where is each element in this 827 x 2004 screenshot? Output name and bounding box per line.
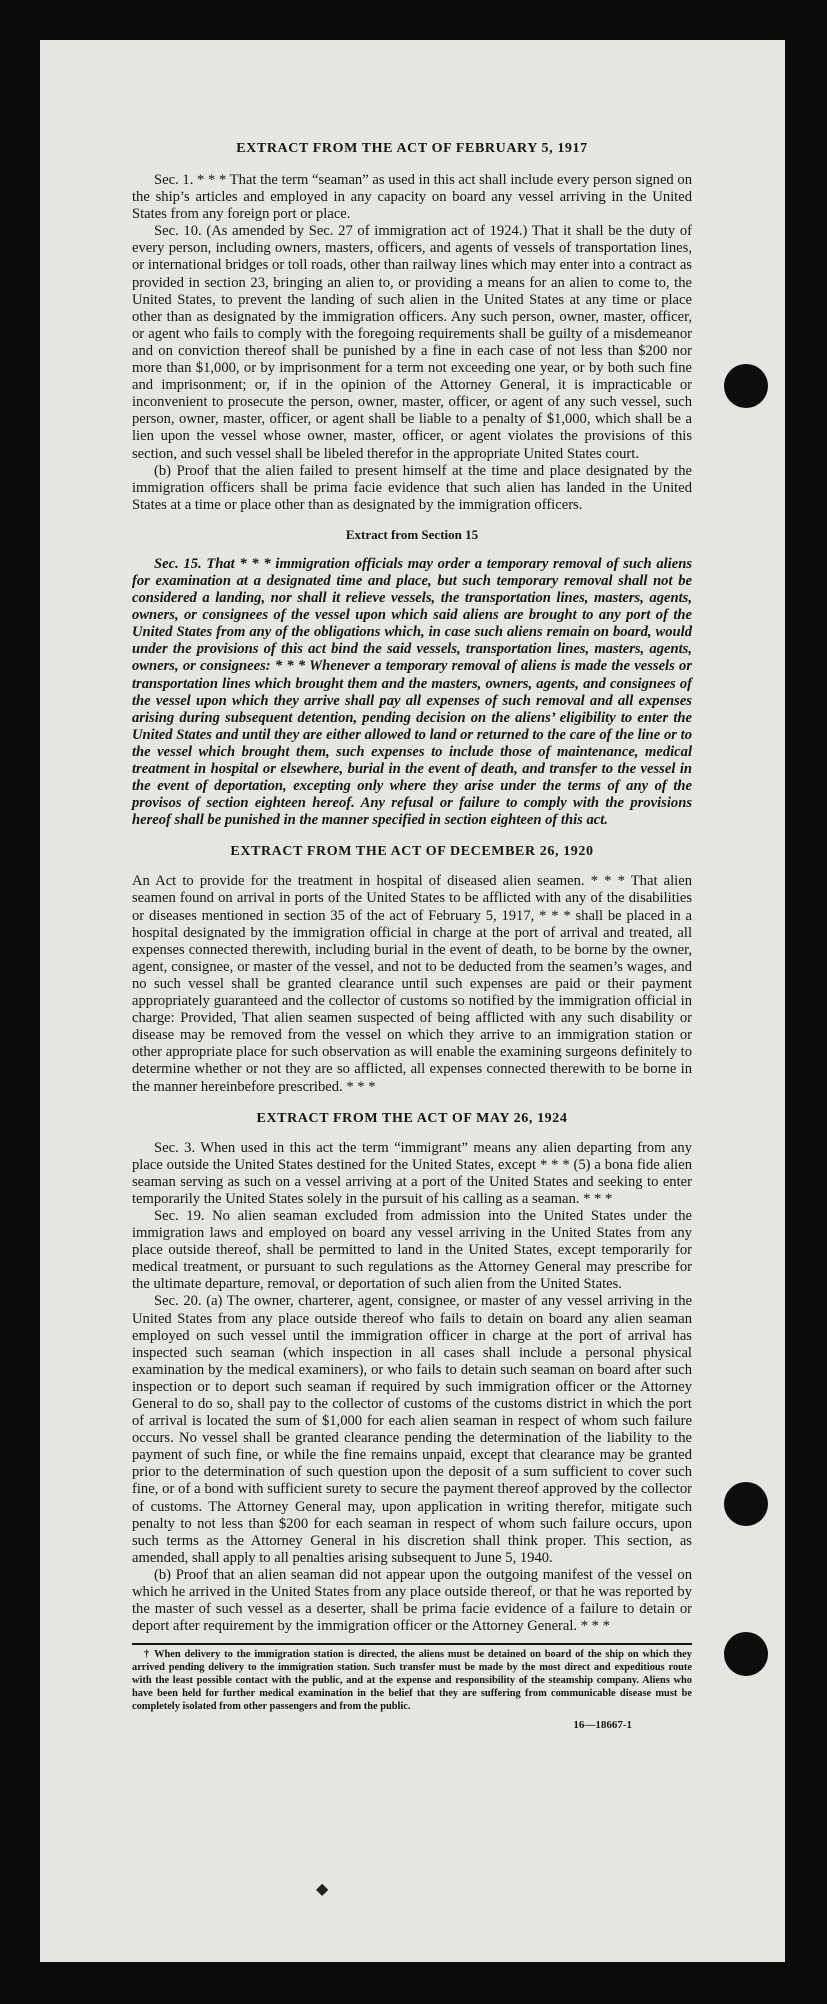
paragraph-sec-20: Sec. 20. (a) The owner, charterer, agent, consignee, or master of any vessel arriving in the United States from any place outside thereof who fails to detain on board any alien seaman employed on such vessel until the immigration officer in charge at the port of arrival has inspected such seaman (which inspection in all cases shall include a personal physical examination by the medical examiners), or who fails to detain such seaman on board after such inspection or to deport such seaman if required by such immigration officer or the Attorney General to do so, shall pay to the collector of customs of the customs district in which the port of arrival is located the sum of $1,000 for each alien seaman in respect of whom such failure occurs. No vessel shall be granted clearance pending the determination of the liability to the payment of such fine, or while the fine remains unpaid, except that clearance may be granted prior to the determination of such question upon the deposit of a sum sufficient to cover such fine, or of a bond with sufficient surety to secure the payment thereof approved by the collector of customs. The Attorney General may, upon application in writing therefor, mitigate such penalty to not less than $200 for each seaman in respect of whom such failure occurs, upon such terms as the Attorney General in his discretion shall think proper. This section, as amended, shall apply to all penalties arising subsequent to June 5, 1940. xyxy=(132,1293,692,1566)
punch-hole-top xyxy=(724,364,768,408)
ink-speck: ◆ xyxy=(316,1881,329,1898)
punch-hole-bottom xyxy=(724,1632,768,1676)
heading-section-15: Extract from Section 15 xyxy=(345,526,479,542)
paragraph-sec-19: Sec. 19. No alien seaman excluded from admission into the United States under the immigration laws and employed on board any vessel arriving in the United States from any place outside thereof, shall be permitted to land in the United States, except temporarily for medical treatment, or pursuant to such regulations as the Attorney General may prescribe for the ultimate departure, removal, or deportation of such alien from the United States. xyxy=(132,1207,692,1293)
paragraph-proof-manifest: (b) Proof that an alien seaman did not appear upon the outgoing manifest of the vessel on which he arrived in the United States from any place outside thereof, or that he was reported by the master of such vessel as a deserter, shall be prima facie evidence of a failure to detain or deport after requirement by the immigration officer or the Attorney General. * * * xyxy=(132,1566,692,1635)
paragraph-sec-3: Sec. 3. When used in this act the term “immigrant” means any alien departing from any place outside the United States destined for the United States, except * * * (5) a bona fide alien seaman serving as such on a vessel arriving at a port of the United States and seeking to enter temporarily the United States solely in the pursuit of his calling as a seaman. * * * xyxy=(132,1139,692,1207)
heading-act-1924: EXTRACT FROM THE ACT OF MAY 26, 1924 xyxy=(256,1110,568,1126)
punch-hole-middle xyxy=(724,1482,768,1526)
paragraph-act-1920: An Act to provide for the treatment in hospital of diseased alien seamen. * * * That alien seamen found on arrival in ports of the United States to be afflicted with any of the disabilities or diseases mentioned in section 35 of the act of February 5, 1917, * * * shall be placed in a hospital designated by the immigration official in charge at the port of arrival and treated, all expenses connected therewith, including burial in the event of death, to be borne by the owner, agent, consignee, or master of the vessel, and not to be deducted from the seamen’s wages, and no such vessel shall be granted clearance until such expenses are paid or their payment appropriately guaranteed and the collector of customs so notified by the immigration official in charge: Provided, That alien seamen suspected of being afflicted with any such disability or disease may be removed from the vessel on which they arrive to an immigration station or other appropriate place for such observation as will enable the examining surgeons definitely to determine whether or not they are so afflicted, all expenses connected therewith to be borne in the manner hereinbefore prescribed. * * * xyxy=(132,873,692,1095)
paragraph-sec-1: Sec. 1. * * * That the term “seaman” as used in this act shall include every person signed on the ship’s articles and employed in any capacity on board any vessel arriving in the United States from any foreign port or place. xyxy=(132,172,692,223)
paragraph-sec-10: Sec. 10. (As amended by Sec. 27 of immigration act of 1924.) That it shall be the duty of every person, including owners, masters, officers, and agents of vessels of transportation lines, or international bridges or toll roads, other than railway lines which may enter into a contract as provided in section 23, bringing an alien to, or providing a means for an alien to come to, the United States, to prevent the landing of such alien in the United States at any time or place other than as designated by the immigration officers. Any such person, owner, master, officer, or agent who fails to comply with the foregoing requirements shall be guilty of a misdemeanor and on conviction thereof shall be punished by a fine in each case of not less than $200 nor more than $1,000, or by imprisonment for a term not exceeding one year, or by both such fine and imprisonment; or, if in the opinion of the Attorney General, it is impracticable or inconvenient to prosecute the person, owner, master, officer, or agent of any such vessel, such person, owner, master, officer, or agent shall be liable to a penalty of $1,000, which shall be a lien upon the vessel whose owner, master, officer, or agent violates the provisions of this section, and such vessel shall be libeled therefor in the appropriate United States court. xyxy=(132,223,692,462)
document-page xyxy=(40,40,785,1962)
job-number: 16—18667-1 xyxy=(573,1719,632,1732)
paragraph-sec-15: Sec. 15. That * * * immigration officials may order a temporary removal of such aliens for examination at a designated time and place, but such temporary removal shall not be considered a landing, nor shall it relieve vessels, the transportation lines, masters, agents, owners, or consignees of the vessel upon which said aliens are brought to any port of the United States from any of the obligations which, in case such aliens remain on board, would under the provisions of this act bind the said vessels, transportation lines, masters, agents, owners, or consignees: * * * Whenever a temporary removal of aliens is made the vessels or transportation lines which brought them and the masters, owners, agents, and consignees of the vessel upon which they arrive shall pay all expenses of such removal and all expenses arising during subsequent detention, pending decision on the aliens’ eligibility to enter the United States and until they are either allowed to land or returned to the care of the line or to the vessel which brought them, such expenses to include those of maintenance, medical treatment in hospital or elsewhere, burial in the event of death, and transfer to the vessel in the event of deportation, excepting only where they arise under the terms of any of the provisos of section eighteen hereof. Any refusal or failure to comply with the provisions hereof shall be punished in the manner specified in section eighteen of this act. xyxy=(132,555,692,829)
document-body xyxy=(132,140,692,1734)
paragraph-proof-landing: (b) Proof that the alien failed to present himself at the time and place designated by the immigration officers shall be prima facie evidence that such alien has landed in the United States at a time or place other than as designated by the immigration officers. xyxy=(132,462,692,513)
heading-act-1920: EXTRACT FROM THE ACT OF DECEMBER 26, 1920 xyxy=(230,844,594,860)
footnote: † When delivery to the immigration station is directed, the aliens must be detained on board of the ship on which they arrived pending delivery to the immigration station. Such transfer must be made by the most direct and expeditious route with the least possible contact with the public, and at the expense and responsibility of the steamship company. Aliens who have been held for further medical examination in the belief that they are suffering from communicable disease must be completely isolated from other passengers and from the public. xyxy=(132,1649,692,1712)
heading-act-1917: EXTRACT FROM THE ACT OF FEBRUARY 5, 1917 xyxy=(236,141,588,156)
